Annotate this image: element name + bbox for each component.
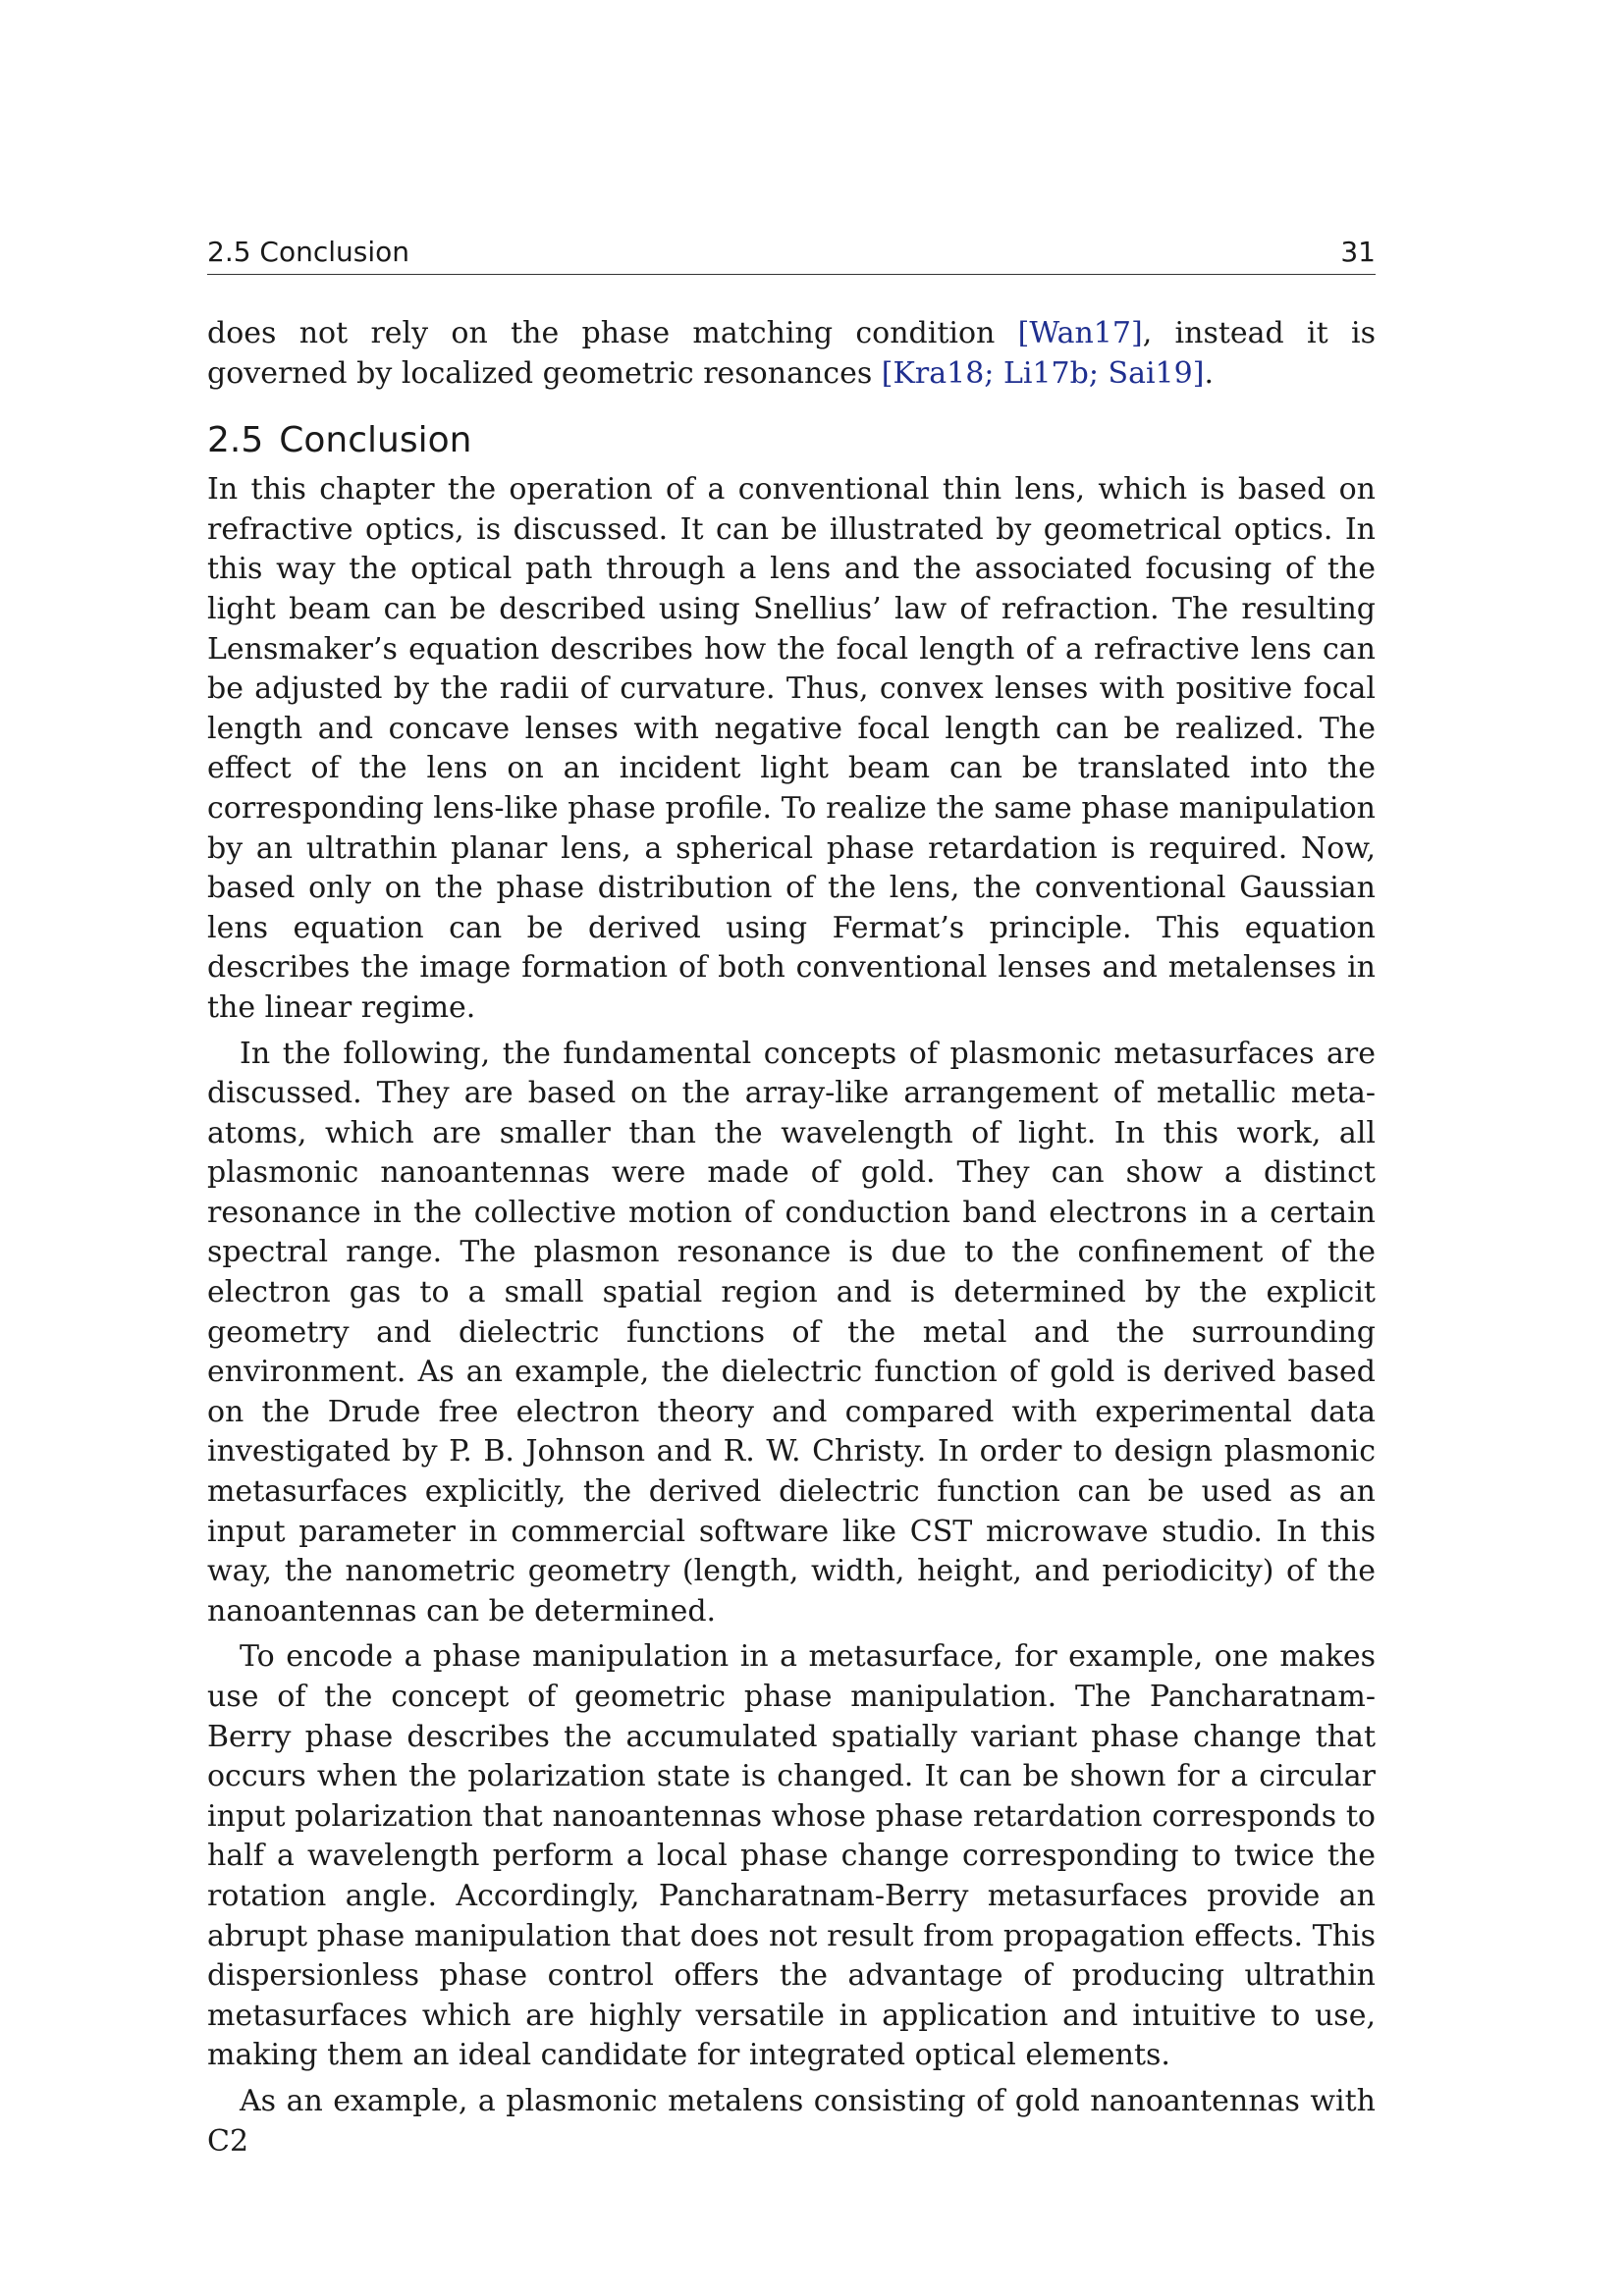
intro-text-middle: , instead it is governed by localized geometric resonances bbox=[207, 316, 1376, 391]
citation-bracket-open: [ bbox=[881, 355, 893, 391]
intro-paragraph bbox=[207, 314, 1376, 394]
running-header bbox=[207, 236, 1376, 275]
citation-link-sai19[interactable]: Sai19 bbox=[1108, 355, 1193, 391]
section-title: Conclusion bbox=[279, 420, 472, 461]
citation-separator: ; bbox=[984, 355, 1003, 391]
page-number: 31 bbox=[1340, 236, 1376, 268]
citation-link-li17b[interactable]: Li17b bbox=[1002, 355, 1089, 391]
citation-separator: ; bbox=[1088, 355, 1109, 391]
header-section-label: 2.5 Conclusion bbox=[207, 236, 410, 268]
body-paragraph: To encode a phase manipulation in a metasurface, for example, one makes use of the concept of geometric phase manipulation. The Pancharatnam-Berry phase describes the accumulated spatially variant phase change that occurs when the polarization state is changed. It can be shown for a circular input polarization that nanoantennas whose phase retardation corresponds to half a wavelength perform a local phase change corresponding to twice the rotation angle. Accordingly, Pancharatnam-Berry metasurfaces provide an abrupt phase manipulation that does not result from propagation effects. This dispersionless phase control offers the advantage of producing ultrathin metasurfaces which are highly versatile in application and intuitive to use, making them an ideal candidate for integrated optical elements. bbox=[207, 1639, 1376, 2073]
section-number: 2.5 bbox=[207, 420, 264, 461]
citation-bracket-close: ] bbox=[1192, 355, 1205, 391]
body-paragraph: As an example, a plasmonic metalens consisting of gold nanoantennas with C2 bbox=[207, 2083, 1376, 2159]
section-body bbox=[207, 470, 1376, 2162]
citation-link-kra18[interactable]: Kra18 bbox=[893, 355, 985, 391]
intro-text-before: does not rely on the phase matching condition bbox=[207, 316, 1018, 350]
citation-link-wan17[interactable]: [Wan17] bbox=[1017, 316, 1143, 350]
intro-text-after: . bbox=[1204, 355, 1214, 391]
body-paragraph: In the following, the fundamental concepts of plasmonic metasurfaces are discussed. They are based on the array-like arrangement of metallic meta-atoms, which are smaller than the wavelength of light. In this work, all plasmonic nanoantennas were made of gold. They can show a distinct resonance in the collective motion of conduction band electrons in a certain spectral range. The plasmon resonance is due to the confinement of the electron gas to a small spatial region and is determined by the explicit geometry and dielectric functions of the metal and the surrounding environment. As an example, the dielectric function of gold is derived based on the Drude free electron theory and compared with experimental data investigated by P. B. Johnson and R. W. Christy. In order to design plasmonic metasurfaces explicitly, the derived dielectric function can be used as an input parameter in commercial software like CST microwave studio. In this way, the nanometric geometry (length, width, height, and periodicity) of the nanoantennas can be determined. bbox=[207, 1036, 1376, 1629]
document-page bbox=[207, 236, 1376, 2162]
body-paragraph: In this chapter the operation of a conventional thin lens, which is based on refractive optics, is discussed. It can be illustrated by geometrical optics. In this way the optical path through a lens and the associated focusing of the light beam can be described using Snellius’ law of refraction. The resulting Lensmaker’s equation describes how the focal length of a refractive lens can be adjusted by the radii of curvature. Thus, convex lenses with positive focal length and concave lenses with negative focal length can be realized. The effect of the lens on an incident light beam can be translated into the corresponding lens-like phase profile. To realize the same phase manipulation by an ultrathin planar lens, a spherical phase retardation is required. Now, based only on the phase distribution of the lens, the conventional Gaussian lens equation can be derived using Fermat’s principle. This equation describes the image formation of both conventional lenses and metalenses in the linear regime. bbox=[207, 472, 1376, 1025]
section-heading bbox=[207, 419, 1376, 462]
